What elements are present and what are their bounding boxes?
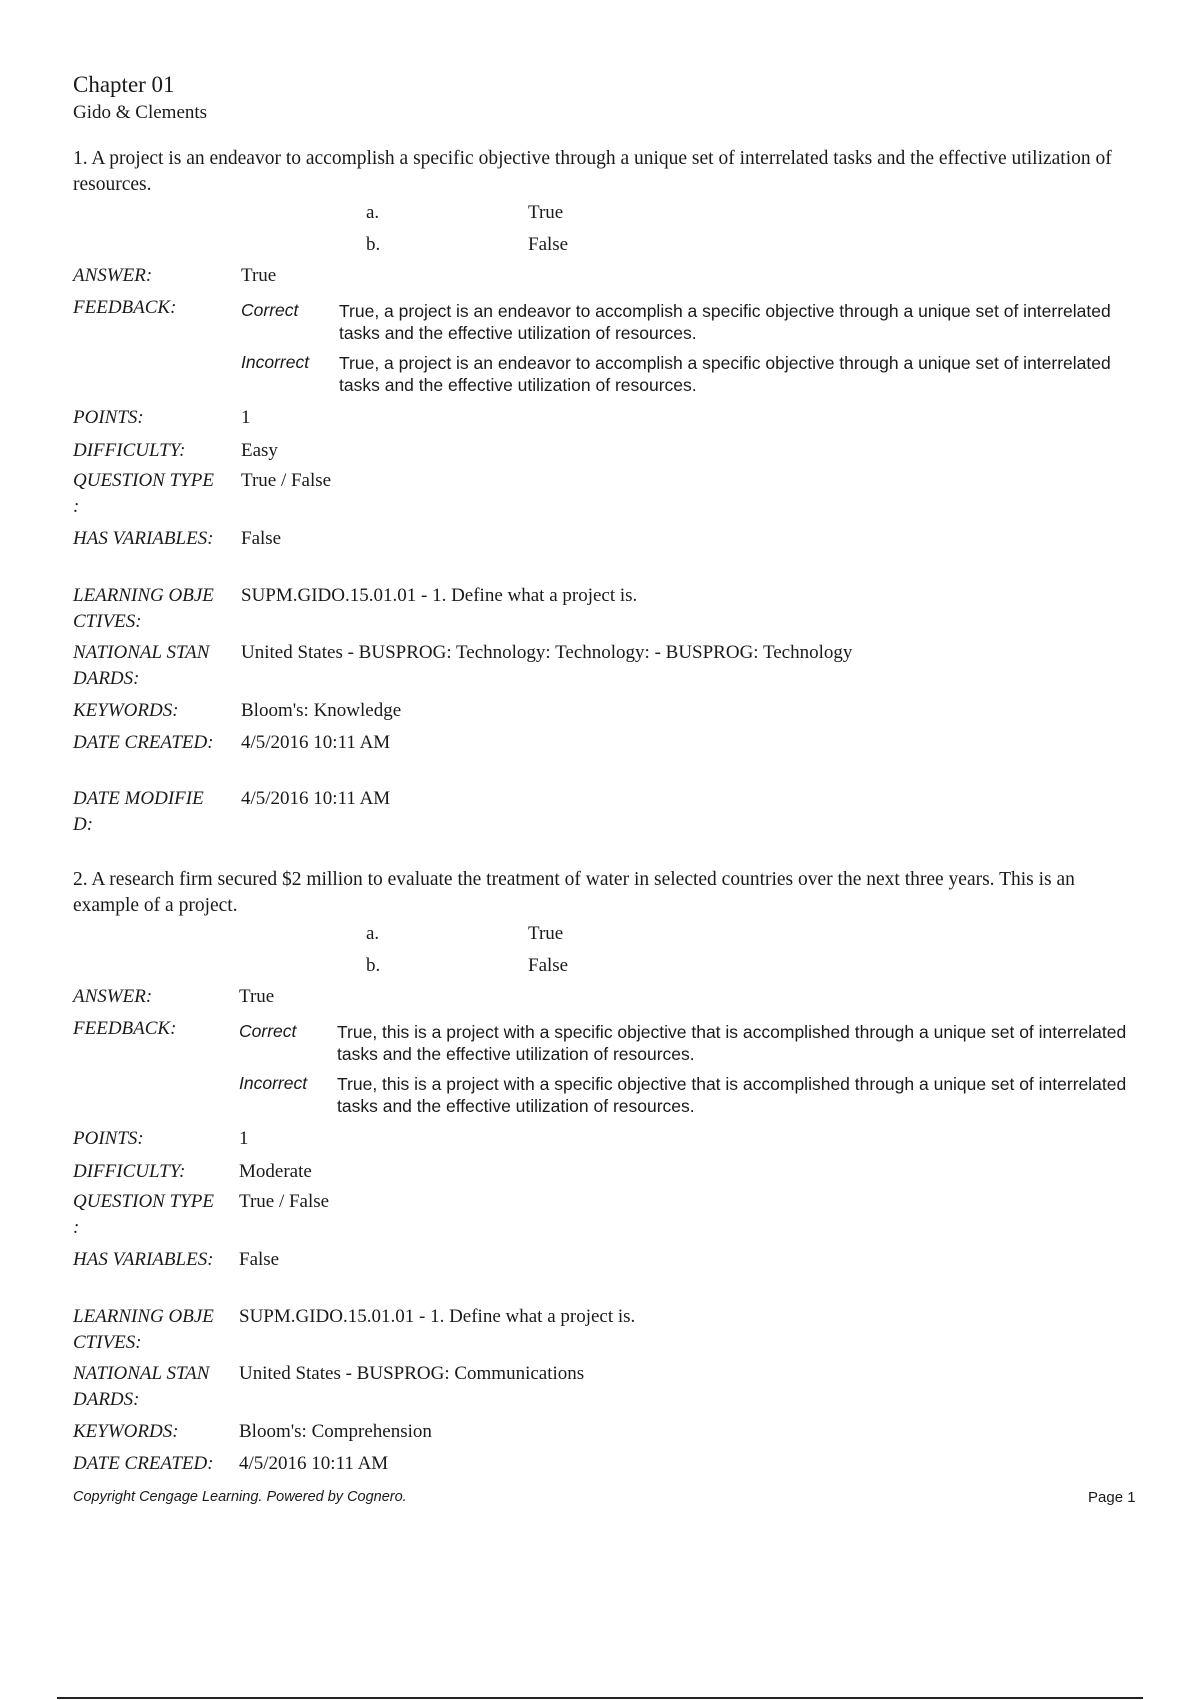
national-standards-value: United States - BUSPROG: Technology: Technology: - BUSPROG: Technology (241, 642, 853, 663)
feedback-text: True, this is a project with a specific objective that is accomplished through a unique set of interrelated tasks and the effective utilization of resources. (337, 1022, 1127, 1064)
feedback-kind: Incorrect (239, 1073, 308, 1093)
keywords-label: KEYWORDS: (73, 700, 179, 721)
question-type-label (73, 468, 214, 520)
label-line: CTIVES: (73, 611, 142, 632)
learning-objectives-value: SUPM.GIDO.15.01.01 - 1. Define what a project is. (239, 1306, 636, 1327)
date-created-value: 4/5/2016 10:11 AM (241, 732, 391, 753)
label-line: : (73, 496, 80, 517)
label-line: CTIVES: (73, 1332, 142, 1353)
has-variables-label: HAS VARIABLES: (73, 528, 214, 549)
feedback-label: FEEDBACK: (73, 297, 177, 318)
label-line: DARDS: (73, 668, 140, 689)
date-created-label: DATE CREATED: (73, 1453, 214, 1474)
option-letter: a. (366, 923, 380, 944)
option-letter: a. (366, 202, 380, 223)
points-label: POINTS: (73, 407, 144, 428)
option-text: False (528, 234, 569, 255)
points-value: 1 (241, 407, 251, 428)
label-line: DARDS: (73, 1389, 140, 1410)
feedback-kind: Incorrect (241, 352, 310, 372)
date-modified-value: 4/5/2016 10:11 AM (241, 788, 391, 809)
points-value: 1 (239, 1128, 249, 1149)
feedback-text: True, a project is an endeavor to accomplish a specific objective through a unique set of interrelated tasks and the effective utilization of resources. (339, 353, 1111, 395)
question-type-label (73, 1189, 214, 1241)
option-text: True (528, 923, 564, 944)
label-line: NATIONAL STAN (73, 642, 210, 663)
feedback-label: FEEDBACK: (73, 1018, 177, 1039)
question-type-value: True / False (239, 1191, 330, 1212)
authors: Gido & Clements (73, 102, 208, 123)
difficulty-label: DIFFICULTY: (73, 440, 186, 461)
answer-value: True (239, 986, 275, 1007)
label-line: DATE MODIFIE (73, 788, 204, 809)
difficulty-value: Easy (241, 440, 278, 461)
keywords-label: KEYWORDS: (73, 1421, 179, 1442)
chapter-title: Chapter 01 (73, 72, 175, 97)
learning-objectives-label (73, 583, 214, 635)
option-letter: b. (366, 234, 381, 255)
has-variables-value: False (241, 528, 282, 549)
label-line: NATIONAL STAN (73, 1363, 210, 1384)
feedback-kind: Correct (241, 300, 299, 320)
question-type-value: True / False (241, 470, 332, 491)
date-created-label: DATE CREATED: (73, 732, 214, 753)
learning-objectives-value: SUPM.GIDO.15.01.01 - 1. Define what a project is. (241, 585, 638, 606)
national-standards-label (73, 640, 209, 692)
question-text: 1. A project is an endeavor to accomplish a specific objective through a unique set of interrelated tasks and the effective utilization of resources. (73, 148, 1112, 195)
learning-objectives-label (73, 1304, 214, 1356)
question-text: 2. A research firm secured $2 million to evaluate the treatment of water in selected countries over the next three years. This is an example of a project. (73, 869, 1075, 916)
label-line: QUESTION TYPE (73, 1191, 214, 1212)
national-standards-label (73, 1361, 209, 1413)
national-standards-value: United States - BUSPROG: Communications (239, 1363, 585, 1384)
label-line: QUESTION TYPE (73, 470, 214, 491)
answer-label: ANSWER: (73, 265, 153, 286)
keywords-value: Bloom's: Comprehension (239, 1421, 432, 1442)
difficulty-label: DIFFICULTY: (73, 1161, 186, 1182)
option-text: True (528, 202, 564, 223)
has-variables-label: HAS VARIABLES: (73, 1249, 214, 1270)
date-modified-label (73, 786, 204, 838)
has-variables-value: False (239, 1249, 280, 1270)
date-created-value: 4/5/2016 10:11 AM (239, 1453, 389, 1474)
label-line: D: (73, 814, 94, 835)
feedback-kind: Correct (239, 1021, 297, 1041)
label-line: : (73, 1217, 80, 1238)
keywords-value: Bloom's: Knowledge (241, 700, 402, 721)
feedback-text: True, a project is an endeavor to accomplish a specific objective through a unique set of interrelated tasks and the effective utilization of resources. (339, 301, 1111, 343)
copyright-footer: Copyright Cengage Learning. Powered by Cognero. (73, 1489, 407, 1505)
page-number: Page 1 (1088, 1489, 1136, 1506)
answer-label: ANSWER: (73, 986, 153, 1007)
answer-value: True (241, 265, 277, 286)
feedback-text: True, this is a project with a specific objective that is accomplished through a unique set of interrelated tasks and the effective utilization of resources. (337, 1074, 1127, 1116)
option-letter: b. (366, 955, 381, 976)
bottom-divider (57, 1697, 1143, 1699)
label-line: LEARNING OBJE (73, 1306, 214, 1327)
difficulty-value: Moderate (239, 1161, 312, 1182)
label-line: LEARNING OBJE (73, 585, 214, 606)
points-label: POINTS: (73, 1128, 144, 1149)
option-text: False (528, 955, 569, 976)
